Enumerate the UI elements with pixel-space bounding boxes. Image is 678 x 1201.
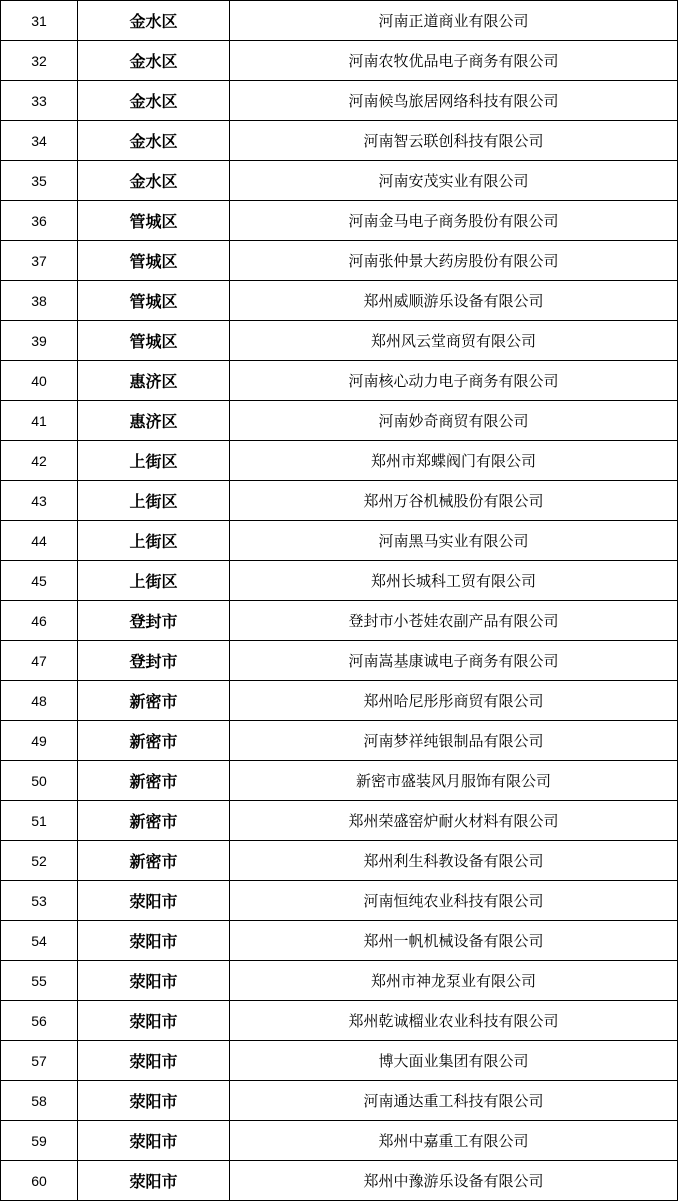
- table-row: [1, 1041, 678, 1081]
- row-number: 49: [1, 721, 78, 761]
- company-name: 郑州风云堂商贸有限公司: [230, 321, 678, 361]
- row-number: 34: [1, 121, 78, 161]
- row-number: 39: [1, 321, 78, 361]
- company-name: 郑州万谷机械股份有限公司: [230, 481, 678, 521]
- table-row: [1, 361, 678, 401]
- district-name: 金水区: [78, 1, 230, 41]
- company-name: 河南张仲景大药房股份有限公司: [230, 241, 678, 281]
- table-row: [1, 41, 678, 81]
- row-number: 44: [1, 521, 78, 561]
- company-name: 河南嵩基康诚电子商务有限公司: [230, 641, 678, 681]
- district-name: 荥阳市: [78, 921, 230, 961]
- table-row: [1, 921, 678, 961]
- district-name: 惠济区: [78, 401, 230, 441]
- row-number: 59: [1, 1121, 78, 1161]
- company-name: 河南安茂实业有限公司: [230, 161, 678, 201]
- company-name: 登封市小苍娃农副产品有限公司: [230, 601, 678, 641]
- district-name: 新密市: [78, 721, 230, 761]
- district-name: 荥阳市: [78, 881, 230, 921]
- row-number: 40: [1, 361, 78, 401]
- table-row: [1, 641, 678, 681]
- row-number: 36: [1, 201, 78, 241]
- table-row: [1, 241, 678, 281]
- district-name: 金水区: [78, 161, 230, 201]
- district-name: 上街区: [78, 481, 230, 521]
- company-name: 河南妙奇商贸有限公司: [230, 401, 678, 441]
- table-row: [1, 281, 678, 321]
- row-number: 46: [1, 601, 78, 641]
- company-name: 郑州荣盛窑炉耐火材料有限公司: [230, 801, 678, 841]
- row-number: 57: [1, 1041, 78, 1081]
- district-name: 惠济区: [78, 361, 230, 401]
- district-name: 管城区: [78, 241, 230, 281]
- company-name: 河南通达重工科技有限公司: [230, 1081, 678, 1121]
- row-number: 45: [1, 561, 78, 601]
- row-number: 60: [1, 1161, 78, 1201]
- table-row: [1, 401, 678, 441]
- company-name: 郑州长城科工贸有限公司: [230, 561, 678, 601]
- table-row: [1, 121, 678, 161]
- company-name: 郑州中嘉重工有限公司: [230, 1121, 678, 1161]
- company-name: 河南梦祥纯银制品有限公司: [230, 721, 678, 761]
- company-name: 河南恒纯农业科技有限公司: [230, 881, 678, 921]
- row-number: 37: [1, 241, 78, 281]
- district-name: 荥阳市: [78, 1121, 230, 1161]
- table-row: [1, 81, 678, 121]
- row-number: 31: [1, 1, 78, 41]
- company-name: 郑州市郑蝶阀门有限公司: [230, 441, 678, 481]
- district-name: 上街区: [78, 521, 230, 561]
- district-name: 新密市: [78, 761, 230, 801]
- company-name: 河南农牧优品电子商务有限公司: [230, 41, 678, 81]
- district-name: 荥阳市: [78, 1161, 230, 1201]
- row-number: 56: [1, 1001, 78, 1041]
- table-row: [1, 721, 678, 761]
- district-name: 新密市: [78, 841, 230, 881]
- row-number: 42: [1, 441, 78, 481]
- table-row: [1, 1, 678, 41]
- row-number: 47: [1, 641, 78, 681]
- district-name: 金水区: [78, 41, 230, 81]
- district-name: 荥阳市: [78, 1081, 230, 1121]
- company-name: 河南金马电子商务股份有限公司: [230, 201, 678, 241]
- table-row: [1, 481, 678, 521]
- row-number: 38: [1, 281, 78, 321]
- company-name: 郑州哈尼彤彤商贸有限公司: [230, 681, 678, 721]
- table-row: [1, 961, 678, 1001]
- row-number: 53: [1, 881, 78, 921]
- district-name: 管城区: [78, 201, 230, 241]
- district-name: 登封市: [78, 601, 230, 641]
- company-name: 郑州市神龙泵业有限公司: [230, 961, 678, 1001]
- table-row: [1, 321, 678, 361]
- district-name: 金水区: [78, 121, 230, 161]
- row-number: 48: [1, 681, 78, 721]
- district-name: 荥阳市: [78, 1041, 230, 1081]
- table-row: [1, 1121, 678, 1161]
- row-number: 52: [1, 841, 78, 881]
- table-row: [1, 801, 678, 841]
- district-name: 管城区: [78, 281, 230, 321]
- district-name: 金水区: [78, 81, 230, 121]
- row-number: 55: [1, 961, 78, 1001]
- company-name: 郑州中豫游乐设备有限公司: [230, 1161, 678, 1201]
- table-row: [1, 1161, 678, 1201]
- row-number: 43: [1, 481, 78, 521]
- row-number: 35: [1, 161, 78, 201]
- table-row: [1, 441, 678, 481]
- company-name: 郑州利生科教设备有限公司: [230, 841, 678, 881]
- district-name: 管城区: [78, 321, 230, 361]
- district-name: 荥阳市: [78, 1001, 230, 1041]
- company-name: 河南候鸟旅居网络科技有限公司: [230, 81, 678, 121]
- district-name: 新密市: [78, 681, 230, 721]
- company-name: 河南黑马实业有限公司: [230, 521, 678, 561]
- row-number: 54: [1, 921, 78, 961]
- table-row: [1, 881, 678, 921]
- table-row: [1, 201, 678, 241]
- row-number: 32: [1, 41, 78, 81]
- company-name: 河南正道商业有限公司: [230, 1, 678, 41]
- table-row: [1, 841, 678, 881]
- table-row: [1, 161, 678, 201]
- district-name: 上街区: [78, 441, 230, 481]
- company-name: 郑州乾诚榴业农业科技有限公司: [230, 1001, 678, 1041]
- table-row: [1, 681, 678, 721]
- company-name: 河南核心动力电子商务有限公司: [230, 361, 678, 401]
- row-number: 51: [1, 801, 78, 841]
- district-name: 登封市: [78, 641, 230, 681]
- company-name: 博大面业集团有限公司: [230, 1041, 678, 1081]
- row-number: 41: [1, 401, 78, 441]
- district-name: 上街区: [78, 561, 230, 601]
- row-number: 58: [1, 1081, 78, 1121]
- table-row: [1, 1081, 678, 1121]
- table-body: [1, 1, 678, 1201]
- table-row: [1, 521, 678, 561]
- table-row: [1, 761, 678, 801]
- district-name: 荥阳市: [78, 961, 230, 1001]
- table-row: [1, 601, 678, 641]
- district-name: 新密市: [78, 801, 230, 841]
- table-row: [1, 1001, 678, 1041]
- company-name: 新密市盛装风月服饰有限公司: [230, 761, 678, 801]
- company-name: 河南智云联创科技有限公司: [230, 121, 678, 161]
- company-name: 郑州一帆机械设备有限公司: [230, 921, 678, 961]
- company-name: 郑州威顺游乐设备有限公司: [230, 281, 678, 321]
- row-number: 50: [1, 761, 78, 801]
- row-number: 33: [1, 81, 78, 121]
- table-row: [1, 561, 678, 601]
